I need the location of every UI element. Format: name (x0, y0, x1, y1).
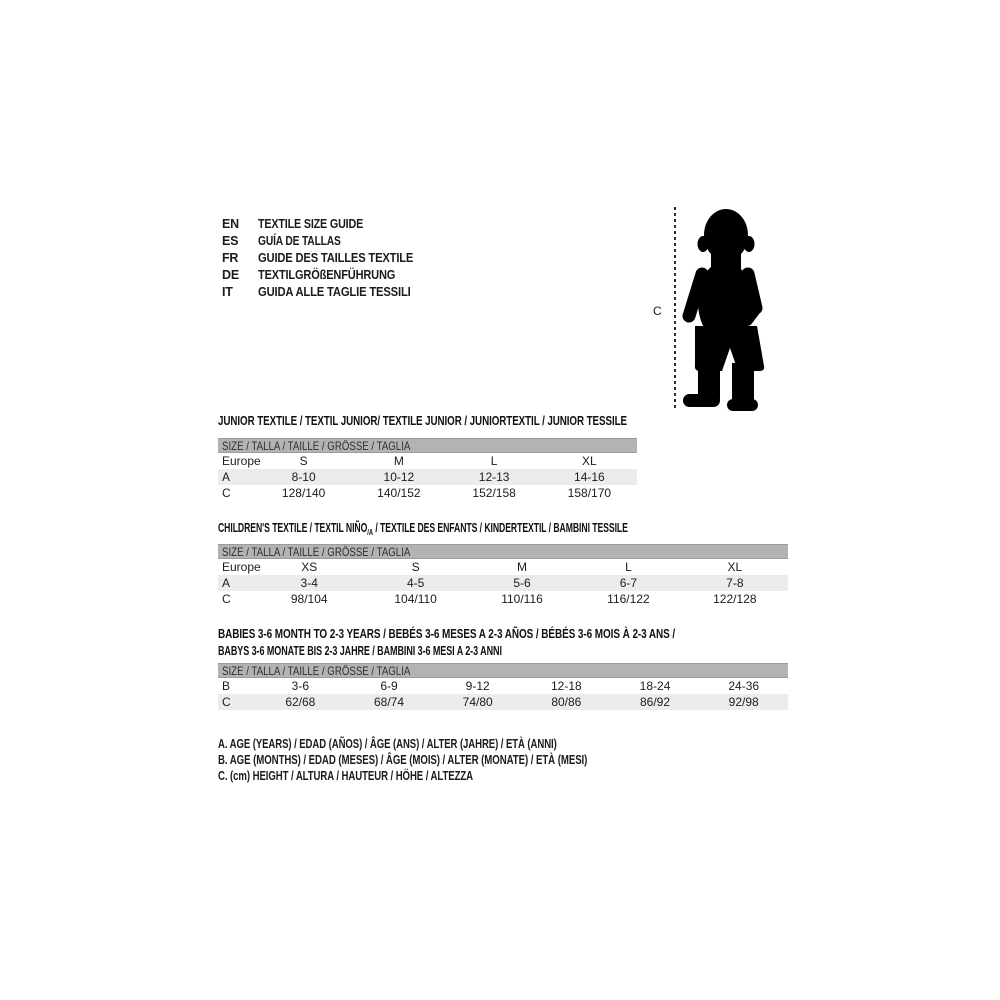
table-row-europe (218, 559, 788, 575)
size-header-label: SIZE / TALLA / TAILLE / GRÖSSE / TAGLIA (222, 663, 411, 678)
footnote-a: A. AGE (YEARS) / EDAD (AÑOS) / ÂGE (ANS) / ALTER (JAHRE) / ETÀ (ANNI) (218, 737, 557, 751)
size-cell: 18-24 (639, 679, 671, 693)
legend-footnotes (218, 737, 695, 785)
table-row-height (218, 694, 788, 710)
children-title-prefix: CHILDREN'S TEXTILE / TEXTIL NIÑO (218, 521, 368, 535)
size-cell: S (299, 454, 308, 468)
language-label: TEXTILE SIZE GUIDE (258, 217, 364, 232)
size-cell: 128/140 (281, 486, 326, 500)
junior-table-title (218, 414, 739, 428)
height-label-c: C (653, 304, 662, 318)
footnote (218, 737, 695, 753)
table-row-age (218, 575, 788, 591)
row-label: C (222, 592, 231, 606)
row-label: Europe (222, 454, 261, 468)
babies-title-line2: BABYS 3-6 MONATE BIS 2-3 JAHRE / BAMBINI 3-6 MESI A 2-3 ANNI (218, 643, 502, 658)
size-cell: 86/92 (640, 695, 671, 709)
row-label: A (222, 470, 231, 484)
language-code: EN (222, 217, 239, 232)
size-cell: 98/104 (290, 592, 328, 606)
size-cell: 9-12 (465, 679, 490, 693)
size-cell: 8-10 (291, 470, 316, 484)
row-label: C (222, 695, 231, 709)
size-cell: 152/158 (472, 486, 516, 500)
footnote (218, 769, 695, 785)
size-cell: S (411, 560, 420, 574)
table-row-age-months (218, 678, 788, 694)
language-label: GUIDE DES TAILLES TEXTILE (258, 250, 414, 265)
size-cell: 62/68 (285, 695, 316, 709)
height-measure-dashed-line (674, 207, 676, 409)
size-cell: 122/128 (713, 592, 757, 606)
footnote (218, 753, 695, 769)
size-cell: 158/170 (567, 486, 612, 500)
junior-table-title-text: JUNIOR TEXTILE / TEXTIL JUNIOR/ TEXTILE JUNIOR / JUNIORTEXTIL / JUNIOR TESSILE (218, 414, 627, 428)
size-cell: 10-12 (383, 470, 415, 484)
size-cell: M (393, 454, 404, 468)
language-code: DE (222, 267, 239, 282)
size-cell: 110/116 (501, 592, 543, 606)
language-label: TEXTILGRÖßENFÜHRUNG (258, 267, 396, 282)
size-header-label: SIZE / TALLA / TAILLE / GRÖSSE / TAGLIA (222, 438, 411, 453)
footnote-c: C. (cm) HEIGHT / ALTURA / HAUTEUR / HÖHE / ALTEZZA (218, 769, 474, 783)
children-title-suffix: / TEXTILE DES ENFANTS / KINDERTEXTIL / BAMBINI TESSILE (373, 521, 628, 535)
language-code: IT (222, 284, 233, 299)
babies-table-title (218, 626, 791, 659)
language-label: GUÍA DE TALLAS (258, 234, 341, 249)
table-size-header (218, 663, 788, 678)
size-cell: 5-6 (513, 576, 531, 590)
children-table-title (218, 521, 810, 537)
table-row-height (218, 591, 788, 607)
size-cell: 74/80 (462, 695, 493, 709)
table-row-europe (218, 453, 637, 469)
language-row (222, 250, 431, 267)
babies-title-line1: BABIES 3-6 MONTH TO 2-3 YEARS / BEBÉS 3-6 MESES A 2-3 AÑOS / BÉBÉS 3-6 MOIS À 2-3 ANS / (218, 627, 676, 641)
size-cell: 68/74 (373, 695, 405, 709)
table-row-height (218, 485, 637, 501)
language-code: FR (222, 250, 239, 265)
language-label: GUIDA ALLE TAGLIE TESSILI (258, 284, 411, 299)
size-cell: 14-16 (574, 470, 605, 484)
size-cell: XL (727, 560, 743, 574)
row-label: Europe (222, 560, 261, 574)
size-cell: 24-36 (728, 679, 760, 693)
language-code: ES (222, 234, 239, 249)
junior-size-table (218, 438, 637, 501)
children-table-title-text (218, 521, 628, 537)
size-cell: L (625, 560, 632, 574)
babies-size-table (218, 663, 788, 710)
table-size-header (218, 544, 788, 559)
size-cell: 6-9 (380, 679, 398, 693)
size-cell: 92/98 (728, 695, 759, 709)
size-header-label: SIZE / TALLA / TAILLE / GRÖSSE / TAGLIA (222, 544, 411, 559)
size-cell: 116/122 (607, 592, 650, 606)
children-title-subscript: /A (367, 527, 374, 537)
language-row (222, 216, 431, 233)
size-cell: L (490, 454, 498, 468)
size-cell: 12-13 (478, 470, 510, 484)
table-size-header (218, 438, 637, 453)
size-cell: 3-4 (300, 576, 318, 590)
size-cell: 6-7 (619, 576, 638, 590)
size-cell: 3-6 (291, 679, 309, 693)
size-cell: 4-5 (406, 576, 425, 590)
size-cell: 80/86 (551, 695, 582, 709)
size-cell: 104/110 (394, 592, 437, 606)
size-cell: 12-18 (551, 679, 582, 693)
language-row (222, 283, 431, 300)
size-cell: XS (301, 560, 318, 574)
children-size-table (218, 544, 788, 607)
language-guide-block (222, 216, 431, 300)
size-cell: 7-8 (726, 576, 744, 590)
size-cell: M (517, 560, 528, 574)
toddler-silhouette-image (681, 208, 771, 412)
table-row-age (218, 469, 637, 485)
size-cell: XL (582, 454, 597, 468)
footnote-b: B. AGE (MONTHS) / EDAD (MESES) / ÂGE (MOIS) / ALTER (MONATE) / ETÀ (MESI) (218, 753, 588, 767)
row-label: A (222, 576, 231, 590)
language-row (222, 266, 431, 283)
size-cell: 140/152 (377, 486, 421, 500)
row-label: C (222, 486, 231, 500)
row-label: B (222, 679, 231, 693)
language-row (222, 233, 431, 250)
